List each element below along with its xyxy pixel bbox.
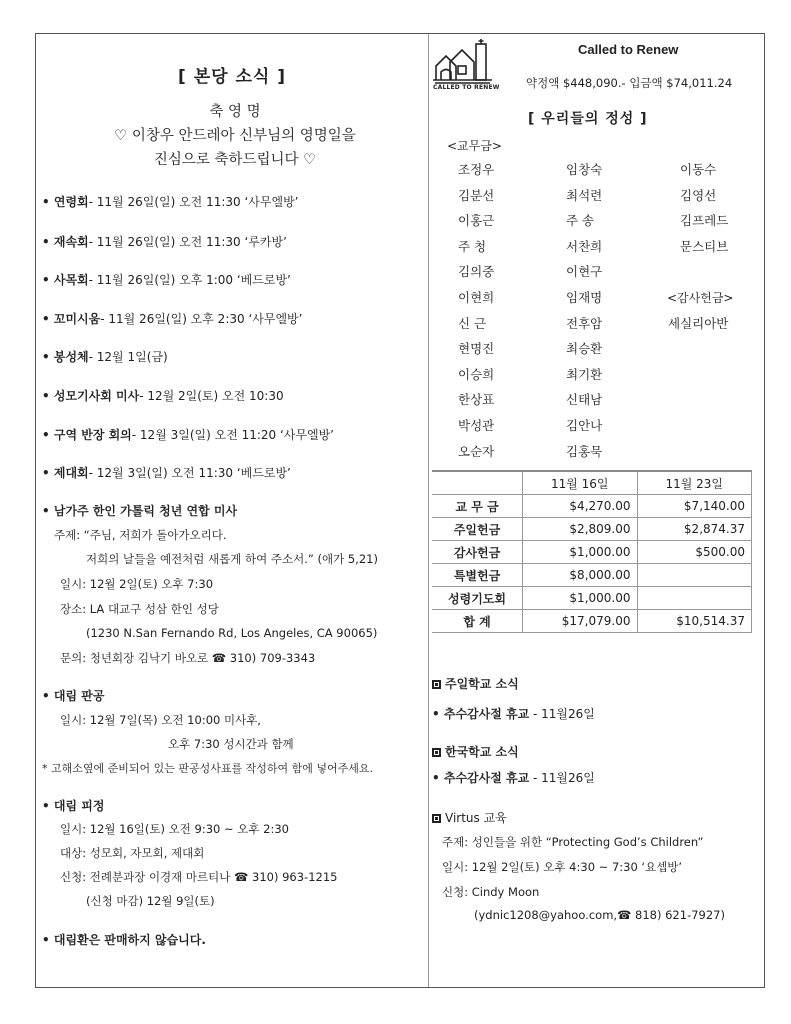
retreat-title: • 대림 피정 <box>42 799 105 813</box>
campaign-title: Called to Renew <box>578 42 679 57</box>
row-value <box>637 587 752 610</box>
column-header: 11월 23일 <box>637 471 752 495</box>
virtus-theme: 주제: 성인들을 위한 “Protecting God’s Children” <box>442 835 704 849</box>
meeting-item: • 봉성체- 12월 1일(금) <box>42 350 168 364</box>
row-label: 교 무 금 <box>432 495 523 518</box>
donor-name: 임창숙 <box>566 162 603 177</box>
donor-name: 김프레드 <box>680 213 729 229</box>
row-value: $2,809.00 <box>523 518 638 541</box>
table-row <box>432 495 752 518</box>
donor-name: 최승환 <box>566 341 603 357</box>
youth-contact: 문의: 청년회장 김낙기 바오로 ☎ 310) 709-3343 <box>60 651 316 665</box>
donor-name: 신 근 <box>458 315 487 331</box>
donor-name: 서찬희 <box>566 238 603 254</box>
row-label: 주일헌금 <box>432 518 523 541</box>
row-value: $7,140.00 <box>637 495 752 518</box>
meeting-detail: - 11월 26일(일) 오전 11:30 ‘루카방’ <box>88 235 287 249</box>
virtus-date: 일시: 12월 2일(토) 오후 4:30 ~ 7:30 ‘요셉방’ <box>442 860 683 874</box>
retreat-date: 일시: 12월 16일(토) 오전 9:30 ~ 오후 2:30 <box>60 822 289 836</box>
donor-name: 임재명 <box>566 290 603 305</box>
celebration-line: ♡ 이창우 안드레아 신부님의 영명일을 <box>114 128 356 144</box>
meeting-name: 재속회 <box>53 235 89 249</box>
donor-name: 김의중 <box>458 264 495 280</box>
meeting-detail: - 11월 26일(일) 오전 11:30 ‘사무엘방’ <box>88 195 299 209</box>
youth-date: 일시: 12월 2일(토) 오후 7:30 <box>60 577 214 591</box>
row-label: 합 계 <box>432 610 523 633</box>
square-bullet-icon <box>432 814 441 823</box>
thanks-offering-label: <감사헌금> <box>667 291 734 305</box>
thanks-name: 세실리아반 <box>668 316 729 331</box>
row-value: $4,270.00 <box>523 495 638 518</box>
row-label: 특별헌금 <box>432 564 523 587</box>
youth-address: (1230 N.San Fernando Rd, Los Angeles, CA 90065) <box>86 626 378 640</box>
row-value: $1,000.00 <box>523 587 638 610</box>
penance-date: 일시: 12월 7일(목) 오전 10:00 미사후, <box>60 713 261 727</box>
retreat-deadline: (신청 마감) 12월 9일(토) <box>86 894 215 908</box>
meeting-item: • 꼬미시움- 11월 26일(일) 오후 2:30 ‘사무엘방’ <box>42 312 303 326</box>
youth-theme-cont: 저희의 날들을 예전처럼 새롭게 하여 주소서.” (애가 5,21) <box>86 552 378 566</box>
celebration-heading: 축 영 명 <box>209 104 261 120</box>
table-row <box>432 610 752 633</box>
donor-name: 이현구 <box>566 264 603 280</box>
meeting-item: • 연령회- 11월 26일(일) 오전 11:30 ‘사무엘방’ <box>42 195 299 209</box>
virtus-heading: Virtus 교육 <box>432 809 507 826</box>
meeting-detail: - 11월 26일(일) 오후 1:00 ‘베드로방’ <box>88 273 291 287</box>
sunday-school-item: • 추수감사절 휴교 - 11월26일 <box>432 707 595 721</box>
retreat-target: 대상: 성모회, 자모회, 제대회 <box>60 846 205 860</box>
penance-title: • 대림 판공 <box>42 689 105 703</box>
table-row <box>432 587 752 610</box>
logo-text: CALLED TO RENEW <box>433 84 500 91</box>
donor-name: 최기환 <box>566 366 603 382</box>
row-value: $2,874.37 <box>637 518 752 541</box>
donor-name: 김안나 <box>566 418 603 433</box>
meeting-name: 연령회 <box>53 195 89 209</box>
donor-name: 이동수 <box>680 162 717 177</box>
table-header-row <box>432 471 752 495</box>
sunday-school-heading: 주일학교 소식 <box>432 675 519 692</box>
donor-name: 김영선 <box>680 187 717 203</box>
meeting-item: • 재속회- 11월 26일(일) 오전 11:30 ‘루카방’ <box>42 235 287 249</box>
meeting-item: • 구역 반장 회의- 12월 3일(일) 오전 11:20 ‘사무엘방’ <box>42 428 334 442</box>
offerings-table <box>432 470 752 633</box>
donor-name: 신태남 <box>566 392 603 408</box>
donor-name: 최석련 <box>566 187 603 203</box>
donor-name: 김분선 <box>458 187 495 203</box>
retreat-apply: 신청: 전례분과장 이경재 마르티나 ☎ 310) 963-1215 <box>60 870 338 884</box>
row-label: 감사헌금 <box>432 541 523 564</box>
virtus-contact: (ydnic1208@yahoo.com,☎ 818) 621-7927) <box>474 908 725 922</box>
row-value: $17,079.00 <box>523 610 638 633</box>
meeting-item: • 사목회- 11월 26일(일) 오후 1:00 ‘베드로방’ <box>42 273 291 287</box>
korean-school-item: • 추수감사절 휴교 - 11월26일 <box>432 771 595 785</box>
virtus-apply: 신청: Cindy Moon <box>442 885 540 899</box>
donor-name: 현명진 <box>458 341 495 357</box>
meeting-item: • 제대회- 12월 3일(일) 오전 11:30 ‘베드로방’ <box>42 466 291 480</box>
youth-place: 장소: LA 대교구 성삼 한인 성당 <box>60 602 219 616</box>
meeting-name: 제대회 <box>53 466 89 480</box>
square-bullet-icon <box>432 748 441 757</box>
meeting-name: 봉성체 <box>53 350 89 364</box>
donor-name: 이홍근 <box>458 213 495 229</box>
campaign-amounts: 약정액 $448,090.- 입금액 $74,011.24 <box>526 76 733 90</box>
square-bullet-icon <box>432 680 441 689</box>
meeting-detail: - 12월 3일(일) 오전 11:20 ‘사무엘방’ <box>131 428 334 442</box>
row-label: 성령기도회 <box>432 587 523 610</box>
called-to-renew-logo <box>432 38 500 94</box>
donor-name: 주 청 <box>458 238 487 254</box>
youth-theme: 주제: “주님, 저희가 돌아가오리다. <box>54 528 227 542</box>
donor-name: 전후암 <box>566 315 603 331</box>
parish-news-title: [ 본당 소식 ] <box>178 67 286 87</box>
donor-name: 조정우 <box>458 162 495 177</box>
meeting-detail: - 12월 1일(금) <box>88 350 168 364</box>
wreath-notice: • 대림환은 판매하지 않습니다. <box>42 933 206 947</box>
korean-school-heading: 한국학교 소식 <box>432 743 519 760</box>
offerings-title: [ 우리들의 정성 ] <box>528 111 648 127</box>
donor-name: 문스티브 <box>680 238 729 254</box>
table-row <box>432 564 752 587</box>
meeting-detail: - 12월 3일(일) 오전 11:30 ‘베드로방’ <box>88 466 291 480</box>
donor-name: 주 송 <box>566 213 595 229</box>
penance-note: * 고해소옆에 준비되어 있는 판공성사표를 작성하여 함에 넣어주세요. <box>42 762 373 775</box>
donor-name: 이현희 <box>458 290 495 305</box>
meeting-detail: - 11월 26일(일) 오후 2:30 ‘사무엘방’ <box>100 312 303 326</box>
meeting-name: 사목회 <box>53 273 89 287</box>
row-value: $10,514.37 <box>637 610 752 633</box>
donor-name: 박성관 <box>458 418 495 433</box>
row-value: $1,000.00 <box>523 541 638 564</box>
celebration-line: 진심으로 축하드립니다 ♡ <box>153 152 317 168</box>
meeting-item: • 성모기사회 미사- 12월 2일(토) 오전 10:30 <box>42 389 284 403</box>
penance-date-cont: 오후 7:30 성시간과 함께 <box>168 737 294 751</box>
table-row <box>432 541 752 564</box>
meeting-name: 꼬미시움 <box>53 312 101 326</box>
donor-name: 오순자 <box>458 443 495 459</box>
table-row <box>432 518 752 541</box>
donor-name: 이승희 <box>458 366 495 382</box>
row-value: $500.00 <box>637 541 752 564</box>
edu-fund-label: <교무금> <box>447 139 502 153</box>
meeting-detail: - 12월 2일(토) 오전 10:30 <box>139 389 284 403</box>
meeting-name: 성모기사회 미사 <box>53 389 140 403</box>
donor-name: 김홍묵 <box>566 443 603 459</box>
row-value <box>637 564 752 587</box>
column-header: 11월 16일 <box>523 471 638 495</box>
meeting-name: 구역 반장 회의 <box>53 428 132 442</box>
youth-mass-title: • 남가주 한인 가톨릭 청년 연합 미사 <box>42 504 238 518</box>
donor-name: 한상표 <box>458 392 495 408</box>
column-divider <box>428 34 429 987</box>
row-value: $8,000.00 <box>523 564 638 587</box>
